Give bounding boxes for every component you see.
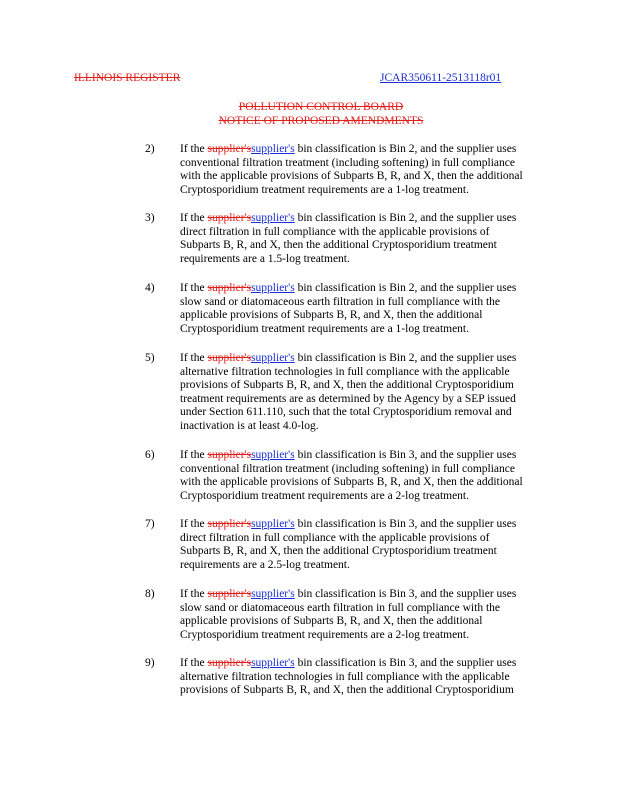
text-line <box>180 253 580 267</box>
item-text <box>180 212 580 266</box>
text-run: Cryptosporidium treatment requirements are a 2-log treatment. <box>180 489 470 502</box>
text-run: bin classification is Bin 2, and the supplier uses <box>294 282 517 294</box>
text-line <box>180 671 580 685</box>
item-number: 9) <box>145 657 155 669</box>
item-text <box>180 143 580 197</box>
text-line <box>180 170 580 184</box>
text-line <box>180 449 580 463</box>
text-line <box>180 684 580 698</box>
text-run: If the <box>180 212 208 224</box>
text-run: slow sand or diatomaceous earth filtration in full compliance with the <box>180 295 500 308</box>
item-text <box>180 282 580 336</box>
text-run: bin classification is Bin 2, and the supplier uses <box>294 352 517 364</box>
text-run: Cryptosporidium treatment requirements are a 2-log treatment. <box>180 628 470 641</box>
text-line <box>180 379 580 393</box>
text-line <box>180 184 580 198</box>
inserted-text: supplier's <box>251 143 295 155</box>
inserted-text: supplier's <box>251 657 295 669</box>
item-number: 7) <box>145 518 155 530</box>
text-run: alternative filtration technologies in full compliance with the applicable <box>180 365 510 378</box>
deleted-text: supplier's <box>207 143 252 155</box>
text-run: bin classification is Bin 3, and the supplier uses <box>294 449 517 461</box>
text-run: conventional filtration treatment (including softening) in full compliance <box>180 156 515 169</box>
text-run: requirements are a 1.5-log treatment. <box>180 252 350 265</box>
text-run: Subparts B, R, and X, then the additional Cryptosporidium treatment <box>180 545 497 558</box>
text-line <box>180 532 580 546</box>
text-line <box>180 226 580 240</box>
deleted-text: supplier's <box>207 449 252 461</box>
text-run: If the <box>180 282 208 294</box>
text-line <box>180 615 580 629</box>
item-number: 3) <box>145 212 155 224</box>
text-run: applicable provisions of Subparts B, R, and X, then the additional <box>180 615 483 628</box>
text-line <box>180 239 580 253</box>
text-run: bin classification is Bin 2, and the supplier uses <box>294 212 517 224</box>
text-line <box>180 143 580 157</box>
text-run: slow sand or diatomaceous earth filtration in full compliance with the <box>180 601 500 614</box>
text-run: requirements are a 2.5-log treatment. <box>180 558 350 571</box>
item-text <box>180 588 580 642</box>
deleted-text: supplier's <box>207 352 252 364</box>
text-run: conventional filtration treatment (including softening) in full compliance <box>180 462 515 475</box>
board-title: POLLUTION CONTROL BOARD <box>238 101 404 113</box>
deleted-text: supplier's <box>207 282 252 294</box>
text-line <box>180 602 580 616</box>
text-line <box>180 559 580 573</box>
text-line <box>180 212 580 226</box>
text-run: If the <box>180 352 208 364</box>
text-line <box>180 296 580 310</box>
text-line <box>180 366 580 380</box>
text-line <box>180 629 580 643</box>
text-run: Cryptosporidium treatment requirements are a 1-log treatment. <box>180 183 470 196</box>
text-line <box>180 490 580 504</box>
text-run: inactivation is at least 4.0-log. <box>180 419 319 432</box>
text-line <box>180 309 580 323</box>
deleted-text: supplier's <box>207 588 252 600</box>
notice-title: NOTICE OF PROPOSED AMENDMENTS <box>218 115 424 127</box>
text-line <box>180 282 580 296</box>
text-run: If the <box>180 518 208 530</box>
item-text <box>180 449 580 503</box>
text-run: bin classification is Bin 3, and the supplier uses <box>294 657 517 669</box>
text-line <box>180 657 580 671</box>
text-run: provisions of Subparts B, R, and X, then the additional Cryptosporidium <box>180 379 514 392</box>
item-number: 4) <box>145 282 155 294</box>
text-run: bin classification is Bin 3, and the supplier uses <box>294 588 517 600</box>
text-run: direct filtration in full compliance with the applicable provisions of <box>180 531 490 544</box>
text-line <box>180 406 580 420</box>
text-line <box>180 157 580 171</box>
inserted-text: supplier's <box>251 212 295 224</box>
item-text <box>180 657 580 698</box>
text-line <box>180 545 580 559</box>
text-run: If the <box>180 588 208 600</box>
deleted-text: supplier's <box>207 212 252 224</box>
deleted-text: supplier's <box>207 518 252 530</box>
text-run: Subparts B, R, and X, then the additional Cryptosporidium treatment <box>180 239 497 252</box>
text-run: provisions of Subparts B, R, and X, then the additional Cryptosporidium <box>180 684 514 697</box>
item-number: 6) <box>145 449 155 461</box>
text-run: If the <box>180 449 208 461</box>
inserted-text: supplier's <box>251 282 295 294</box>
header-jcar-code <box>380 72 501 84</box>
text-run: bin classification is Bin 2, and the supplier uses <box>294 143 517 155</box>
text-line <box>180 352 580 366</box>
text-run: with the applicable provisions of Subparts B, R, and X, then the additional <box>180 476 523 489</box>
inserted-text: supplier's <box>251 588 295 600</box>
text-line <box>180 518 580 532</box>
text-run: treatment requirements are as determined by the Agency by a SEP issued <box>180 392 516 405</box>
inserted-text: supplier's <box>251 518 295 530</box>
text-run: If the <box>180 657 208 669</box>
text-line <box>180 463 580 477</box>
text-line <box>180 420 580 434</box>
text-run: applicable provisions of Subparts B, R, and X, then the additional <box>180 309 483 322</box>
text-run: alternative filtration technologies in full compliance with the applicable <box>180 670 510 683</box>
header-jcar-code-text: JCAR350611-2513118r01 <box>380 72 502 84</box>
inserted-text: supplier's <box>251 352 295 364</box>
item-text <box>180 518 580 572</box>
item-number: 8) <box>145 588 155 600</box>
text-run: Cryptosporidium treatment requirements are a 1-log treatment. <box>180 322 470 335</box>
text-run: If the <box>180 143 208 155</box>
text-line <box>180 393 580 407</box>
text-run: under Section 611.110, such that the total Cryptosporidium removal and <box>180 406 512 419</box>
deleted-text: supplier's <box>207 657 252 669</box>
text-line <box>180 323 580 337</box>
header-register-name: ILLINOIS REGISTER <box>74 72 181 84</box>
text-line <box>180 588 580 602</box>
text-run: with the applicable provisions of Subparts B, R, and X, then the additional <box>180 170 523 183</box>
text-run: bin classification is Bin 3, and the supplier uses <box>294 518 517 530</box>
inserted-text: supplier's <box>251 449 295 461</box>
item-number: 2) <box>145 143 155 155</box>
text-run: direct filtration in full compliance with the applicable provisions of <box>180 225 490 238</box>
text-line <box>180 476 580 490</box>
item-text <box>180 352 580 434</box>
item-number: 5) <box>145 352 155 364</box>
